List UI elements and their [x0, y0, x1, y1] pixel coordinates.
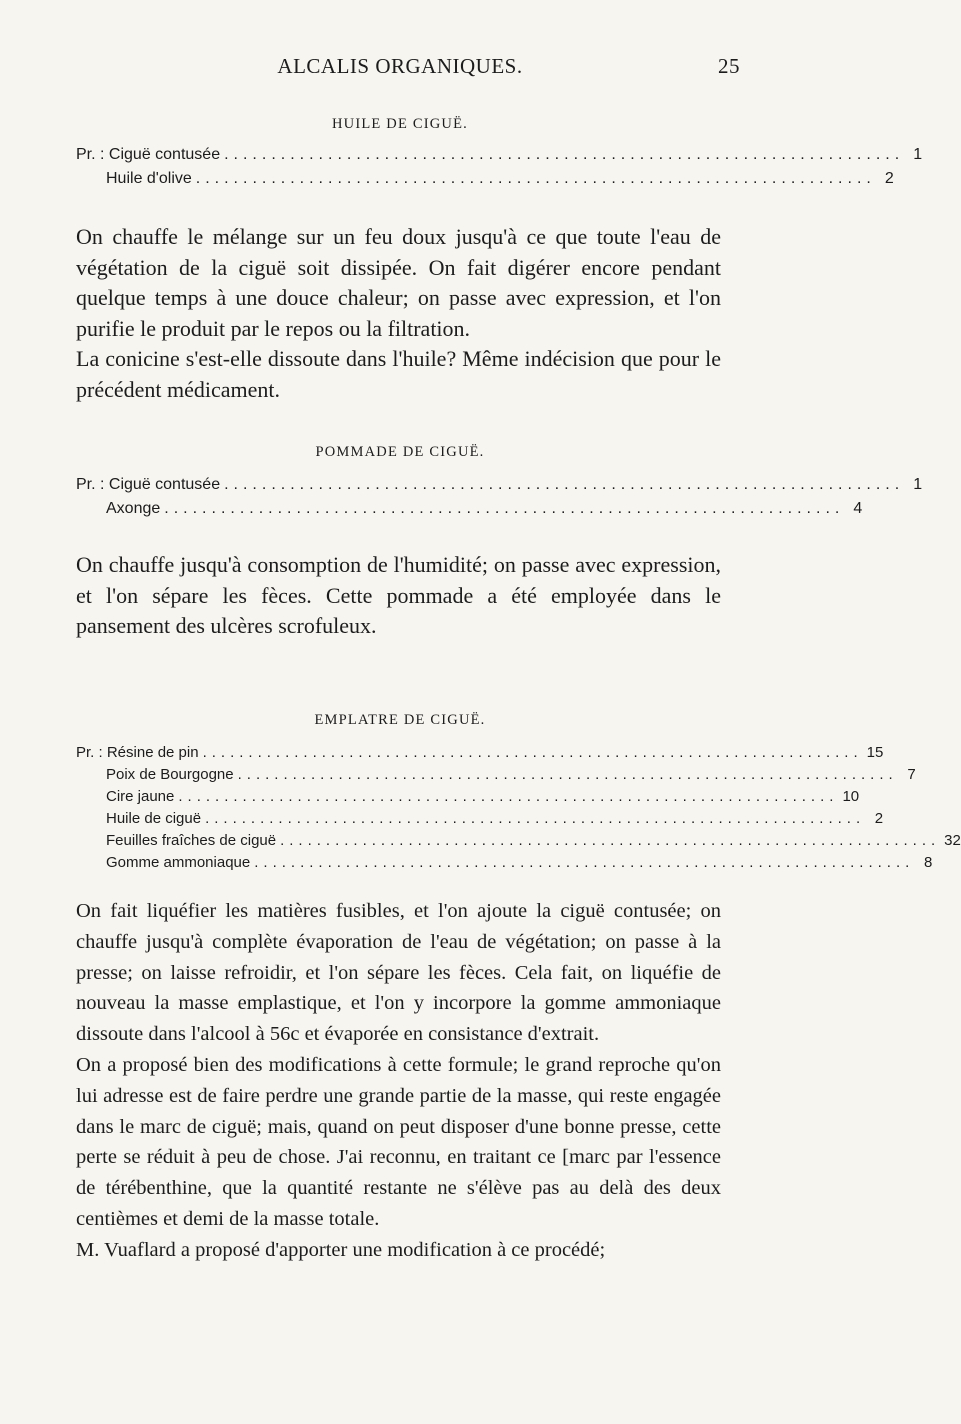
- recipe-qty: 1: [913, 476, 923, 493]
- recipe-pommade: [76, 476, 923, 524]
- recipe-emplatre: [76, 744, 961, 876]
- leader-dots: ........................................................................: [280, 832, 941, 849]
- leader-dots: ........................................................................: [224, 146, 905, 163]
- recipe-ingredient: Feuilles fraîches de ciguë: [106, 832, 277, 849]
- recipe-ingredient: Cire jaune: [106, 788, 175, 805]
- recipe-ingredient: Poix de Bourgogne: [106, 766, 234, 783]
- recipe-qty: 2: [884, 170, 894, 187]
- recipe-qty: 1: [913, 146, 923, 163]
- running-title: ALCALIS ORGANIQUES.: [277, 54, 523, 78]
- recipe-qty: 7: [907, 766, 916, 783]
- recipe-ingredient: Résine de pin: [106, 744, 199, 761]
- leader-dots: ........................................................................: [224, 476, 905, 493]
- recipe-qty: 4: [853, 500, 863, 517]
- recipe-row: [76, 146, 923, 170]
- paragraph: On fait liquéfier les matières fusibles, et l'on ajoute la ciguë contusée; on chauffe jusqu'à complète évaporation de l'eau de végétation; on passe à la presse; on laisse refroidir, et l'on sépare les fèces. Cela fait, on liquéfie de nouveau la masse emplastique, et l'on y incorpore la gomme ammoniaque dissoute dans l'alcool à 56c et évaporée en consistance d'extrait.: [76, 900, 721, 1046]
- recipe-qty: 10: [842, 788, 860, 805]
- paragraph: La conicine s'est-elle dissoute dans l'huile? Même indécision que pour le précédent médicament.: [76, 346, 721, 402]
- recipe-ingredient: Huile de ciguë: [106, 810, 202, 827]
- paragraph: M. Vuaflard a proposé d'apporter une modification à ce procédé;: [76, 1238, 606, 1261]
- recipe-row: [76, 766, 916, 788]
- section-title-pommade: POMMADE DE CIGUË.: [315, 444, 485, 460]
- paragraph: On chauffe jusqu'à consomption de l'humidité; on passe avec expression, et l'on sépare les fèces. Cette pommade a été employée dans le pansement des ulcères scrofuleux.: [76, 552, 721, 639]
- recipe-qty: 32: [944, 832, 961, 849]
- recipe-row: [76, 810, 884, 832]
- recipe-huile: [76, 146, 923, 194]
- recipe-qty: 2: [874, 810, 884, 827]
- section-title-emplatre: EMPLATRE DE CIGUË.: [314, 712, 486, 728]
- section-title-huile: HUILE DE CIGUË.: [332, 116, 468, 132]
- section-body-emplatre: [76, 896, 721, 1266]
- recipe-row: [76, 788, 860, 810]
- running-head: [60, 54, 740, 84]
- leader-dots: ........................................................................: [205, 810, 866, 827]
- recipe-qty: 15: [866, 744, 884, 761]
- recipe-qty: 8: [923, 854, 933, 871]
- recipe-row: [76, 170, 894, 194]
- page-number: 25: [718, 54, 740, 78]
- recipe-row: [76, 744, 884, 766]
- recipe-prefix: Pr. :: [76, 744, 107, 761]
- leader-dots: ........................................................................: [195, 170, 876, 187]
- recipe-ingredient: Ciguë contusée: [108, 476, 221, 493]
- paragraph: On chauffe le mélange sur un feu doux jusqu'à ce que toute l'eau de végétation de la ciguë soit dissipée. On fait digérer encore pendant quelque temps à une douce chaleur; on passe avec expression, et l'on purifie le produit par le repos ou la filtration.: [76, 224, 721, 341]
- leader-dots: ........................................................................: [164, 500, 845, 517]
- leader-dots: ........................................................................: [237, 766, 898, 783]
- recipe-row: [76, 476, 923, 500]
- recipe-row: [76, 832, 961, 854]
- leader-dots: ........................................................................: [202, 744, 863, 761]
- recipe-ingredient: Huile d'olive: [106, 170, 192, 187]
- leader-dots: ........................................................................: [254, 854, 915, 871]
- paragraph: On a proposé bien des modifications à cette formule; le grand reproche qu'on lui adresse est de faire perdre une grande partie de la masse, qui reste engagée dans le marc de ciguë; mais, quand on peut disposer d'une bonne presse, cette perte se réduit à peu de chose. J'ai reconnu, en traitant ce [marc par l'essence de térébenthine, que la quantité restante ne s'élève pas au delà des deux centièmes et demi de la masse totale.: [76, 1053, 721, 1230]
- section-body-huile: [76, 222, 721, 406]
- recipe-ingredient: Axonge: [106, 500, 161, 517]
- leader-dots: ........................................................................: [178, 788, 839, 805]
- recipe-ingredient: Gomme ammoniaque: [106, 854, 251, 871]
- recipe-prefix: Pr. :: [76, 476, 109, 493]
- section-body-pommade: [76, 550, 721, 642]
- recipe-ingredient: Ciguë contusée: [108, 146, 221, 163]
- recipe-row: [76, 500, 863, 524]
- recipe-prefix: Pr. :: [76, 146, 109, 163]
- recipe-row: [76, 854, 933, 876]
